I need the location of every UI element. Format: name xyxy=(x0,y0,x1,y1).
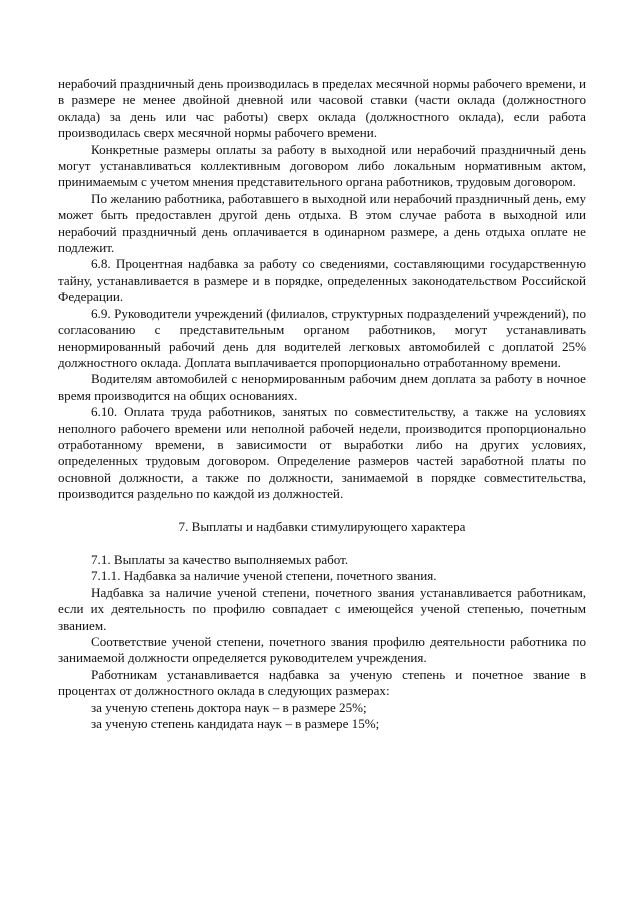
paragraph-7-1-1: 7.1.1. Надбавка за наличие ученой степени, почетного звания. xyxy=(91,568,437,584)
paragraph-6-10: 6.10. Оплата труда работников, занятых по совместительству, а также на условиях неполного рабочего времени или неполной рабочей недели, производится пропорционально отработанному времени, в зависимости от выработки либо на других условиях, определенных трудовым договором. Определение размеров частей заработной платы по основной должности, а также по должности, занимаемой в порядке совместительства, производится раздельно по каждой из должностей. xyxy=(58,404,586,502)
paragraph-7-1: 7.1. Выплаты за качество выполняемых работ. xyxy=(91,551,349,567)
paragraph-degree-profile: Соответствие ученой степени, почетного звания профилю деятельности работника по занимаемой должности определяется руководителем учреждения. xyxy=(58,634,586,666)
paragraph-holiday-pay-amounts: Конкретные размеры оплаты за работу в выходной или нерабочий праздничный день могут устанавливаться коллективным договором либо локальным нормативным актом, принимаемым с учетом мнения представительного органа работников, трудовым договором. xyxy=(58,141,586,190)
paragraph-degree-bonus: Надбавка за наличие ученой степени, почетного звания устанавливается работникам, если их деятельность по профилю совпадает с имеющейся ученой степенью, почетным званием. xyxy=(58,584,586,633)
list-item: за ученую степень доктора наук – в размере 25%; xyxy=(91,699,367,715)
paragraph-6-9: 6.9. Руководители учреждений (филиалов, структурных подразделений учреждений), по согласованию с представительным органом работников, могут устанавливать ненормированный рабочий день для водителей легковых автомобилей с доплатой 25% должностного оклада. Доплата выплачивается пропорционально отработанному времени. xyxy=(58,305,586,370)
section-heading: 7. Выплаты и надбавки стимулирующего характера xyxy=(178,518,466,534)
paragraph-drivers-night: Водителям автомобилей с ненормированным рабочим днем доплата за работу в ночное время производится на общих основаниях. xyxy=(58,371,586,403)
paragraph-bonus-sizes: Работникам устанавливается надбавка за ученую степень и почетное звание в процентах от должностного оклада в следующих размерах: xyxy=(58,666,586,699)
list-item: за ученую степень кандидата наук – в размере 15%; xyxy=(91,716,380,732)
paragraph-continuation: нерабочий праздничный день производилась в пределах месячной нормы рабочего времени, и в размере не менее двойной дневной или часовой ставки (части оклада (должностного оклада) за день или час работы) сверх оклада (должностного оклада), если работа производилась сверх месячной нормы рабочего времени. xyxy=(58,76,586,141)
paragraph-6-8: 6.8. Процентная надбавка за работу со сведениями, составляющими государственную тайну, устанавливается в размере и в порядке, определенных законодательством Российской Федерации. xyxy=(58,256,586,305)
paragraph-day-off: По желанию работника, работавшего в выходной или нерабочий праздничный день, ему может быть предоставлен другой день отдыха. В этом случае работа в выходной или нерабочий праздничный день оплачивается в одинарном размере, а день отдыха оплате не подлежит. xyxy=(58,190,586,256)
